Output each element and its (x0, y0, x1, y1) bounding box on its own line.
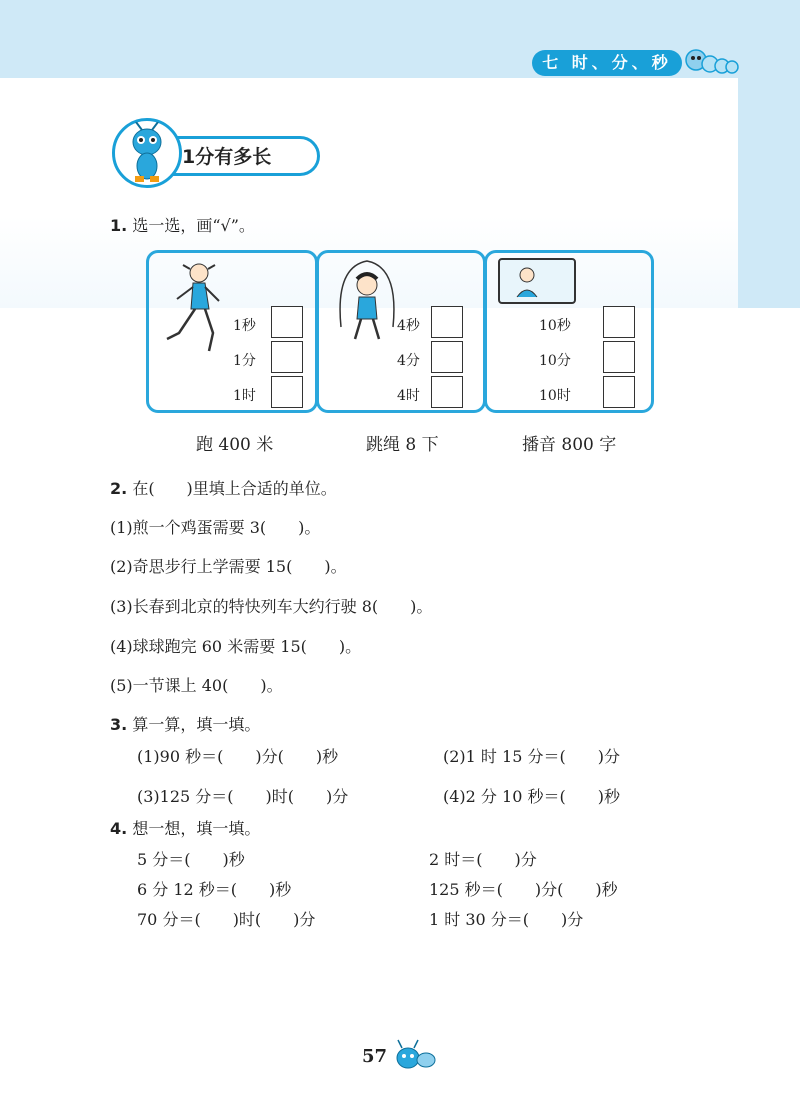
side-band (738, 78, 800, 308)
q3-text: 算一算，填一填。 (132, 715, 261, 734)
option-label: 10时 (539, 388, 571, 404)
option-label: 1时 (233, 388, 256, 404)
q1-text: 选一选，画“√”。 (132, 216, 255, 235)
q2-item: (3)长春到北京的特快列车大约行驶 8( )。 (110, 597, 433, 616)
tv-announcer-icon (497, 257, 579, 307)
answer-box[interactable] (431, 376, 463, 408)
panel-caption: 跑 400 米 (196, 435, 274, 455)
q2-item: (1)煎一个鸡蛋需要 3( )。 (110, 518, 321, 537)
option-label: 10秒 (539, 318, 571, 334)
choice-panel-broadcast (484, 250, 654, 413)
q4-item: 6 分 12 秒＝( )秒 (137, 880, 292, 899)
q1-number: 1. (110, 216, 128, 235)
option-label: 10分 (539, 353, 571, 369)
lesson-title: 1分有多长 (182, 146, 272, 168)
answer-box[interactable] (271, 376, 303, 408)
page-number: 57 (362, 1046, 388, 1067)
option-label: 4分 (397, 353, 420, 369)
answer-box[interactable] (603, 306, 635, 338)
panel-caption: 播音 800 字 (522, 435, 617, 455)
q4-item: 125 秒＝( )分( )秒 (429, 880, 618, 899)
chapter-title: 七 时、分、秒 (532, 50, 682, 76)
q2-heading (110, 476, 337, 499)
jump-rope-girl-icon (331, 257, 403, 347)
option-label: 1秒 (233, 318, 256, 334)
q2-item: (4)球球跑完 60 米需要 15( )。 (110, 637, 362, 656)
choice-panel-jumprope (316, 250, 486, 413)
q2-text: 在( )里填上合适的单位。 (132, 479, 337, 498)
q3-heading (110, 712, 260, 735)
q3-item: (1)90 秒＝( )分( )秒 (137, 747, 339, 766)
option-label: 4秒 (397, 318, 420, 334)
answer-box[interactable] (431, 306, 463, 338)
q4-number: 4. (110, 819, 128, 838)
choice-panel-run (146, 250, 318, 413)
panel-caption: 跳绳 8 下 (366, 435, 439, 455)
lesson-title-badge (112, 118, 322, 188)
q3-item: (4)2 分 10 秒＝( )秒 (443, 787, 620, 806)
q4-item: 2 时＝( )分 (429, 850, 537, 869)
answer-box[interactable] (271, 306, 303, 338)
q3-item: (2)1 时 15 分＝( )分 (443, 747, 620, 766)
bee-footer-icon (392, 1038, 438, 1072)
q2-item: (2)奇思步行上学需要 15( )。 (110, 557, 347, 576)
q2-number: 2. (110, 479, 128, 498)
caterpillar-icon (684, 44, 740, 80)
q1-heading (110, 213, 255, 236)
q4-item: 1 时 30 分＝( )分 (429, 910, 584, 929)
option-label: 4时 (397, 388, 420, 404)
q4-heading (110, 816, 260, 839)
q2-item: (5)一节课上 40( )。 (110, 676, 283, 695)
option-label: 1分 (233, 353, 256, 369)
answer-box[interactable] (271, 341, 303, 373)
q3-item: (3)125 分＝( )时( )分 (137, 787, 349, 806)
answer-box[interactable] (431, 341, 463, 373)
q4-text: 想一想，填一填。 (132, 819, 261, 838)
answer-box[interactable] (603, 341, 635, 373)
q4-item: 70 分＝( )时( )分 (137, 910, 316, 929)
q3-number: 3. (110, 715, 128, 734)
q4-item: 5 分＝( )秒 (137, 850, 245, 869)
runner-girl-icon (157, 259, 229, 359)
answer-box[interactable] (603, 376, 635, 408)
bee-mascot-icon (120, 122, 174, 184)
